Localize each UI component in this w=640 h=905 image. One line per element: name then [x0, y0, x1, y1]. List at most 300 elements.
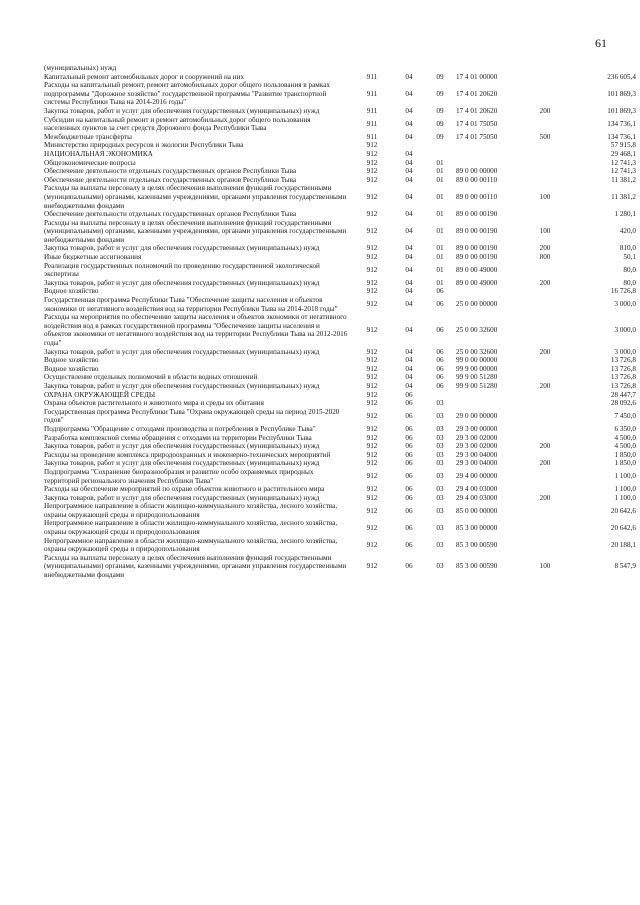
row-target-article — [454, 391, 528, 400]
row-subsection-code: 03 — [436, 523, 444, 532]
row-admin-code: 912 — [366, 540, 378, 549]
row-expense-type: 200 — [539, 493, 551, 502]
row-target-article: 29 3 00 04000 — [456, 459, 498, 468]
row-name: Непрограммное направление в области жилищно-коммунального хозяйства, лесного хозяйства, охраны окружающей среды и природопользования — [44, 536, 338, 554]
row-amount: 236 605,4 — [607, 72, 636, 81]
row-section-code: 06 — [405, 485, 413, 494]
row-admin-code: 912 — [366, 485, 378, 494]
table-row — [44, 150, 636, 159]
table-row — [44, 356, 636, 365]
table-row — [44, 167, 636, 176]
table-row — [44, 434, 636, 443]
row-name: Закупка товаров, работ и услуг для обеспечения государственных (муниципальных) нужд — [44, 493, 320, 502]
row-section-code: 06 — [405, 399, 413, 408]
row-section-code: 04 — [405, 253, 413, 262]
row-subsection-code: 06 — [436, 347, 444, 356]
row-admin-code: 912 — [366, 278, 378, 287]
row-expense-type — [528, 262, 562, 279]
row-section-code: 04 — [405, 373, 413, 382]
row-subsection-code: 09 — [436, 132, 444, 141]
row-expense-type — [528, 425, 562, 434]
row-amount: 29 468,1 — [610, 149, 636, 158]
row-expense-type — [528, 373, 562, 382]
row-name: Расходы на выплаты персоналу в целях обеспечения выполнения функций государственными (муниципальными) органами, казенными учреждениями, органами управления государственными внебюджетными фондами — [44, 184, 347, 210]
row-amount — [562, 64, 636, 73]
row-subsection-code — [426, 64, 454, 73]
row-admin-code: 912 — [366, 253, 378, 262]
row-expense-type — [528, 287, 562, 296]
row-target-article: 29 3 00 04000 — [456, 450, 498, 459]
row-admin-code: 912 — [366, 381, 378, 390]
row-target-article: 85 3 00 00590 — [456, 540, 498, 549]
row-name: Межбюджетные трансферты — [44, 132, 132, 141]
row-admin-code: 912 — [366, 399, 378, 408]
row-expense-type — [528, 176, 562, 185]
row-admin-code: 912 — [366, 450, 378, 459]
row-expense-type — [528, 210, 562, 219]
row-subsection-code: 06 — [436, 373, 444, 382]
row-target-article — [454, 159, 528, 168]
row-name: Закупка товаров, работ и услуг для обеспечения государственных (муниципальных) нужд — [44, 442, 320, 451]
row-admin-code: 912 — [366, 433, 378, 442]
row-section-code: 04 — [405, 364, 413, 373]
row-expense-type — [528, 391, 562, 400]
row-target-article: 29 4 00 03000 — [456, 493, 498, 502]
row-subsection-code: 01 — [436, 244, 444, 253]
row-amount: 1 100,0 — [614, 472, 636, 481]
row-expense-type — [528, 408, 562, 425]
row-expense-type — [528, 296, 562, 313]
row-name: Капитальный ремонт автомобильных дорог и сооружений на них — [44, 72, 245, 81]
row-name: Иные бюджетные ассигнования — [44, 253, 142, 262]
table-row — [44, 468, 636, 485]
row-expense-type — [528, 502, 562, 519]
row-name: Расходы на выплаты персоналу в целях обеспечения выполнения функций государственными (муниципальными) органами, казенными учреждениями, органами управления государственными внебюджетными фондами — [44, 553, 347, 580]
row-section-code: 04 — [405, 381, 413, 390]
row-name: Непрограммное направление в области жилищно-коммунального хозяйства, лесного хозяйства, охраны окружающей среды и природопользования — [44, 502, 338, 519]
row-section-code: 04 — [405, 278, 413, 287]
row-amount: 134 736,1 — [607, 119, 636, 128]
row-admin-code: 912 — [366, 167, 378, 176]
row-admin-code: 912 — [366, 506, 378, 515]
row-expense-type — [528, 73, 562, 82]
row-admin-code: 912 — [366, 390, 378, 399]
row-name: Субсидии на капитальный ремонт и ремонт автомобильных дорог общего пользования населенных пунктов за счет средств Дорожного фонда Республики Тыва — [44, 115, 311, 133]
row-subsection-code: 09 — [436, 106, 444, 115]
table-row — [44, 382, 636, 391]
table-row — [44, 116, 636, 133]
table-row — [44, 348, 636, 357]
row-expense-type — [528, 167, 562, 176]
row-amount: 8 547,9 — [614, 562, 636, 571]
row-name: НАЦИОНАЛЬНАЯ ЭКОНОМИКА — [44, 149, 153, 158]
row-section-code: 06 — [405, 493, 413, 502]
row-target-article: 99 0 00 00000 — [456, 356, 498, 365]
table-row — [44, 219, 636, 245]
row-subsection-code: 06 — [436, 287, 444, 296]
row-amount: 1 100,0 — [614, 485, 636, 494]
row-admin-code: 912 — [366, 265, 378, 274]
row-subsection-code: 03 — [436, 485, 444, 494]
table-body — [44, 64, 636, 580]
row-amount: 16 726,8 — [610, 287, 636, 296]
row-target-article: 85 3 00 00000 — [456, 523, 498, 532]
table-row — [44, 133, 636, 142]
row-amount: 134 736,1 — [607, 132, 636, 141]
row-amount: 20 642,6 — [610, 506, 636, 515]
row-name: Расходы на проведение комплекса природоохранных и инженерно-технических мероприятий — [44, 450, 331, 459]
table-row — [44, 159, 636, 168]
row-subsection-code: 06 — [436, 300, 444, 309]
row-amount: 12 741,3 — [610, 158, 636, 167]
row-section-code: 06 — [405, 390, 413, 399]
row-name: Закупка товаров, работ и услуг для обеспечения государственных (муниципальных) нужд — [44, 381, 320, 390]
row-expense-type — [528, 451, 562, 460]
table-row — [44, 494, 636, 503]
table-row — [44, 244, 636, 253]
row-target-article: 29 4 00 00000 — [456, 472, 498, 481]
row-target-article: 25 0 00 32600 — [456, 347, 498, 356]
row-admin-code: 912 — [366, 149, 378, 158]
row-subsection-code: 01 — [436, 210, 444, 219]
row-section-code: 04 — [405, 356, 413, 365]
row-name: Разработка комплексной схемы обращения с отходами на территории Республики Тыва — [44, 433, 312, 442]
row-target-article: 17 4 01 75050 — [456, 132, 498, 141]
row-subsection-code: 03 — [436, 493, 444, 502]
row-section-code: 04 — [405, 132, 413, 141]
row-amount: 28 447,7 — [610, 390, 636, 399]
row-target-article — [454, 150, 528, 159]
row-target-article: 89 0 00 00190 — [456, 210, 498, 219]
row-target-article — [454, 141, 528, 150]
row-admin-code: 912 — [366, 175, 378, 184]
row-subsection-code: 03 — [436, 399, 444, 408]
row-expense-type — [528, 64, 562, 73]
row-expense-type — [528, 468, 562, 485]
table-row — [44, 408, 636, 425]
row-amount: 4 500,0 — [614, 442, 636, 451]
table-row — [44, 442, 636, 451]
row-subsection-code: 09 — [436, 72, 444, 81]
row-name: Расходы на мероприятия по обеспечению защиты населения и объектов экономики от негативного воздействия вод в рамках государственной программы "Обеспечение защиты населения и объектов экономики от негативного воздействия вод на территории Республики Тыва на 2012-2016 годы" — [44, 313, 348, 347]
row-amount: 4 500,0 — [614, 433, 636, 442]
row-expense-type — [528, 150, 562, 159]
row-name: Закупка товаров, работ и услуг для обеспечения государственных (муниципальных) нужд — [44, 244, 320, 253]
row-amount: 13 726,8 — [610, 373, 636, 382]
row-name: Государственная программа Республики Тыва "Обеспечение защиты населения и объектов экономики от негативного воздействия вод на территории Республики Тыва на 2014-2018 годы" — [44, 296, 338, 313]
row-target-article: 29 3 00 00000 — [456, 424, 498, 433]
row-section-code: 04 — [405, 265, 413, 274]
row-amount: 6 350,0 — [614, 424, 636, 433]
row-name: Закупка товаров, работ и услуг для обеспечения государственных (муниципальных) нужд — [44, 106, 320, 115]
row-name: Расходы на обеспечение мероприятий по охране объектов животного и растительного мира — [44, 485, 325, 494]
row-amount: 80,0 — [623, 278, 636, 287]
row-section-code: 04 — [405, 72, 413, 81]
row-expense-type: 200 — [539, 106, 551, 115]
row-target-article — [454, 287, 528, 296]
row-admin-code: 912 — [366, 192, 378, 201]
table-row — [44, 73, 636, 82]
row-section-code: 06 — [405, 459, 413, 468]
row-target-article: 17 4 01 00000 — [456, 72, 498, 81]
row-expense-type — [528, 399, 562, 408]
row-section-code: 04 — [405, 287, 413, 296]
row-expense-type — [528, 159, 562, 168]
row-subsection-code: 01 — [436, 278, 444, 287]
row-admin-code: 912 — [366, 227, 378, 236]
row-expense-type — [528, 537, 562, 554]
row-section-code: 04 — [405, 175, 413, 184]
row-subsection-code: 01 — [436, 167, 444, 176]
row-section-code: 06 — [405, 472, 413, 481]
row-target-article: 89 0 00 00110 — [456, 192, 498, 201]
row-section-code: 06 — [405, 424, 413, 433]
row-amount: 810,0 — [619, 244, 636, 253]
row-expense-type: 200 — [539, 347, 551, 356]
row-section-code — [392, 64, 426, 73]
table-row — [44, 210, 636, 219]
row-target-article: 89 0 00 00110 — [456, 175, 498, 184]
row-section-code — [392, 141, 426, 150]
row-amount: 101 869,3 — [607, 89, 636, 98]
page-number: 61 — [595, 36, 607, 50]
row-amount: 13 726,8 — [610, 356, 636, 365]
row-section-code: 04 — [405, 119, 413, 128]
row-admin-code: 912 — [366, 287, 378, 296]
row-admin-code: 912 — [366, 472, 378, 481]
table-row — [44, 313, 636, 347]
row-section-code: 06 — [405, 506, 413, 515]
row-subsection-code: 03 — [436, 562, 444, 571]
table-row — [44, 141, 636, 150]
row-admin-code: 912 — [366, 300, 378, 309]
row-expense-type — [528, 313, 562, 347]
table-row — [44, 253, 636, 262]
row-subsection-code: 03 — [436, 450, 444, 459]
row-amount: 3 000,0 — [614, 300, 636, 309]
row-target-article: 17 4 01 75050 — [456, 119, 498, 128]
row-name: Государственная программа Республики Тыва "Охрана окружающей среды на период 2015-2020 годов" — [44, 407, 340, 425]
row-admin-code: 912 — [366, 356, 378, 365]
row-admin-code: 912 — [366, 562, 378, 571]
row-name: Осуществление отдельных полномочий в области водных отношений — [44, 373, 258, 382]
row-name: Реализация государственных полномочий по проведению государственной экологической экспертизы — [44, 261, 320, 279]
table-row — [44, 451, 636, 460]
row-admin-code: 911 — [366, 89, 378, 98]
row-subsection-code: 01 — [436, 253, 444, 262]
row-admin-code: 912 — [366, 364, 378, 373]
row-target-article: 89 0 00 00190 — [456, 227, 498, 236]
row-expense-type — [528, 356, 562, 365]
row-admin-code: 912 — [366, 459, 378, 468]
row-section-code: 04 — [405, 158, 413, 167]
row-section-code: 04 — [405, 89, 413, 98]
row-name: Водное хозяйство — [44, 287, 99, 296]
row-subsection-code: 03 — [436, 442, 444, 451]
row-target-article — [454, 399, 528, 408]
table-row — [44, 287, 636, 296]
row-admin-code: 912 — [366, 523, 378, 532]
row-admin-code: 912 — [366, 141, 378, 150]
row-subsection-code: 06 — [436, 364, 444, 373]
row-name: ОХРАНА ОКРУЖАЮЩЕЙ СРЕДЫ — [44, 390, 156, 399]
row-section-code: 04 — [405, 244, 413, 253]
table-row — [44, 107, 636, 116]
table-row — [44, 176, 636, 185]
row-admin-code: 912 — [366, 424, 378, 433]
row-name: Подпрограмма "Сохранение биоразнообразия и развитие особо охраняемых природных территорий регионального значения Республики Тыва" — [44, 467, 314, 485]
row-expense-type: 100 — [539, 227, 551, 236]
table-row — [44, 537, 636, 554]
row-amount: 11 381,2 — [611, 192, 636, 201]
row-expense-type: 200 — [539, 442, 551, 451]
row-target-article: 85 3 00 00590 — [456, 562, 498, 571]
table-row — [44, 459, 636, 468]
table-row — [44, 391, 636, 400]
row-amount: 101 869,3 — [607, 106, 636, 115]
row-target-article: 89 0 00 49000 — [456, 278, 498, 287]
row-admin-code: 911 — [366, 106, 378, 115]
row-target-article: 89 0 00 00190 — [456, 253, 498, 262]
row-amount: 28 092,6 — [610, 399, 636, 408]
row-subsection-code — [426, 391, 454, 400]
table-row — [44, 184, 636, 210]
row-amount: 7 450,0 — [614, 412, 636, 421]
row-expense-type: 200 — [539, 381, 551, 390]
table-row — [44, 519, 636, 536]
row-subsection-code: 01 — [436, 227, 444, 236]
row-expense-type: 800 — [539, 253, 551, 262]
row-target-article: 99 9 00 51280 — [456, 381, 498, 390]
row-subsection-code: 09 — [436, 89, 444, 98]
row-section-code: 06 — [405, 450, 413, 459]
row-amount: 1 850,0 — [614, 450, 636, 459]
row-subsection-code — [426, 141, 454, 150]
row-expense-type: 200 — [539, 244, 551, 253]
row-name: Закупка товаров, работ и услуг для обеспечения государственных (муниципальных) нужд — [44, 347, 320, 356]
table-row — [44, 399, 636, 408]
row-admin-code: 912 — [366, 373, 378, 382]
row-section-code: 04 — [405, 347, 413, 356]
row-amount: 57 915,8 — [610, 141, 636, 150]
row-expense-type: 100 — [539, 562, 551, 571]
row-amount: 1 100,0 — [614, 493, 636, 502]
row-amount: 11 381,2 — [611, 175, 636, 184]
row-amount: 13 726,8 — [610, 364, 636, 373]
row-target-article: 89 0 00 49000 — [456, 265, 498, 274]
row-target-article: 29 4 00 03000 — [456, 485, 498, 494]
row-amount: 20 642,6 — [610, 523, 636, 532]
row-target-article — [454, 64, 528, 73]
row-subsection-code: 03 — [436, 506, 444, 515]
row-subsection-code: 03 — [436, 472, 444, 481]
row-expense-type — [528, 485, 562, 494]
row-target-article: 17 4 01 20620 — [456, 89, 498, 98]
row-subsection-code: 03 — [436, 459, 444, 468]
row-amount: 3 000,0 — [614, 326, 636, 335]
row-admin-code: 912 — [366, 244, 378, 253]
row-name: Охрана объектов растительного и животного мира и среды их обитания — [44, 399, 264, 408]
row-target-article: 29 3 00 02000 — [456, 442, 498, 451]
row-admin-code: 912 — [366, 326, 378, 335]
row-section-code: 04 — [405, 167, 413, 176]
row-subsection-code: 03 — [436, 412, 444, 421]
row-admin-code: 912 — [366, 412, 378, 421]
table-row — [44, 365, 636, 374]
table-row — [44, 279, 636, 288]
row-amount: 50,1 — [623, 253, 636, 262]
row-expense-type — [528, 81, 562, 107]
row-section-code: 04 — [405, 106, 413, 115]
row-name: Министерство природных ресурсов и экологии Республики Тыва — [44, 141, 244, 150]
row-admin-code: 911 — [366, 132, 378, 141]
row-name: Водное хозяйство — [44, 364, 99, 373]
row-name: Водное хозяйство — [44, 356, 99, 365]
budget-table — [44, 64, 636, 580]
row-section-code: 06 — [405, 523, 413, 532]
row-expense-type — [528, 141, 562, 150]
row-admin-code: 911 — [366, 72, 378, 81]
row-section-code: 06 — [405, 442, 413, 451]
row-name: Расходы на выплаты персоналу в целях обеспечения выполнения функций государственными (муниципальными) органами, казенными учреждениями, органами управления государственными внебюджетными фондами — [44, 218, 347, 244]
row-name: Подпрограмма "Обращение с отходами производства и потребления в Республике Тыва" — [44, 424, 316, 433]
row-subsection-code: 01 — [436, 158, 444, 167]
row-section-code: 06 — [405, 412, 413, 421]
row-subsection-code: 09 — [436, 119, 444, 128]
row-target-article: 17 4 01 20620 — [456, 106, 498, 115]
row-section-code: 06 — [405, 540, 413, 549]
row-amount: 1 850,0 — [614, 459, 636, 468]
table-row — [44, 81, 636, 107]
row-target-article: 25 0 00 00000 — [456, 300, 498, 309]
row-subsection-code: 03 — [436, 433, 444, 442]
row-section-code: 04 — [405, 210, 413, 219]
row-admin-code: 912 — [366, 493, 378, 502]
row-section-code: 04 — [405, 149, 413, 158]
row-amount: 20 188,1 — [610, 540, 636, 549]
row-name: Обеспечение деятельности отдельных государственных органов Республики Тыва — [44, 210, 297, 219]
row-name: Закупка товаров, работ и услуг для обеспечения государственных (муниципальных) нужд — [44, 278, 320, 287]
row-name: Общеэкономические вопросы — [44, 158, 136, 167]
table-row — [44, 296, 636, 313]
row-target-article: 29 3 00 02000 — [456, 433, 498, 442]
row-admin-code — [352, 64, 392, 73]
row-amount: 3 000,0 — [614, 347, 636, 356]
row-expense-type: 200 — [539, 459, 551, 468]
row-amount: 1 280,1 — [614, 210, 636, 219]
row-admin-code: 911 — [366, 119, 378, 128]
row-name: Непрограммное направление в области жилищно-коммунального хозяйства, лесного хозяйства, охраны окружающей среды и природопользования — [44, 519, 338, 537]
row-target-article: 25 0 00 32600 — [456, 326, 498, 335]
row-amount: 12 741,3 — [610, 167, 636, 176]
row-expense-type — [528, 116, 562, 133]
row-name: Закупка товаров, работ и услуг для обеспечения государственных (муниципальных) нужд — [44, 459, 320, 468]
row-name: (муниципальных) нужд — [44, 64, 117, 72]
row-expense-type: 100 — [539, 192, 551, 201]
row-section-code: 04 — [405, 326, 413, 335]
row-subsection-code: 03 — [436, 540, 444, 549]
row-target-article: 89 0 00 00000 — [456, 167, 498, 176]
row-target-article: 99 9 00 51280 — [456, 373, 498, 382]
row-section-code: 04 — [405, 227, 413, 236]
table-row — [44, 373, 636, 382]
table-row — [44, 485, 636, 494]
row-name: Обеспечение деятельности отдельных государственных органов Республики Тыва — [44, 167, 297, 176]
row-subsection-code: 01 — [436, 192, 444, 201]
row-name: Обеспечение деятельности отдельных государственных органов Республики Тыва — [44, 175, 297, 184]
row-expense-type — [528, 434, 562, 443]
row-subsection-code: 06 — [436, 356, 444, 365]
